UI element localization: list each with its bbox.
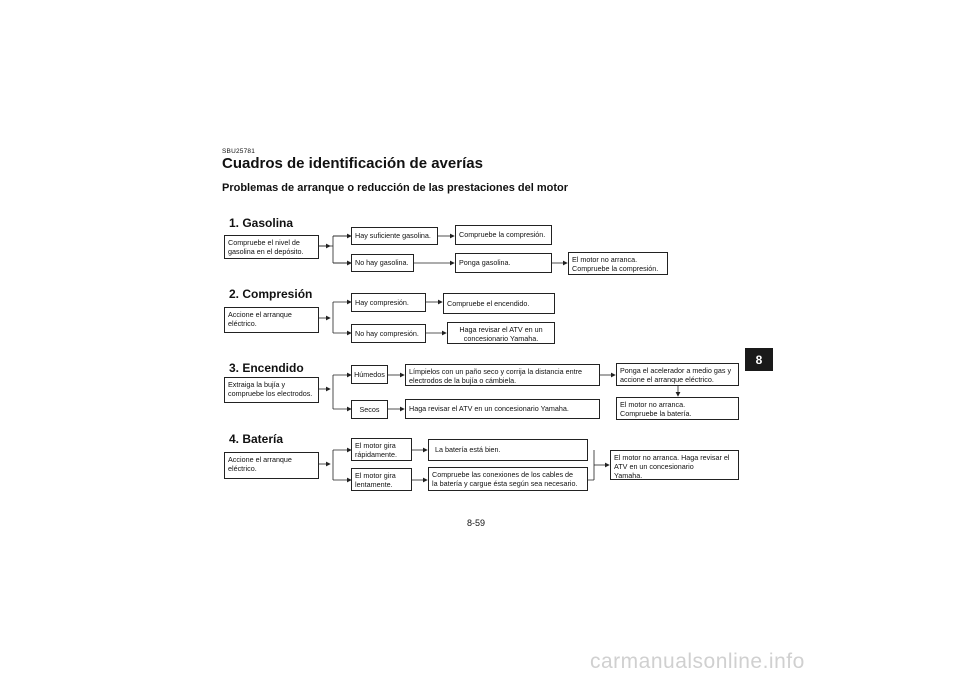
bateria-check-cables-box: Compruebe las conexiones de los cables de la batería y cargue ésta según sea necesario. bbox=[428, 467, 588, 491]
compresion-dealer-box: Haga revisar el ATV en un concesionario Yamaha. bbox=[447, 322, 555, 344]
bateria-dealer-box: El motor no arranca. Haga revisar el ATV en un concesionario Yamaha. bbox=[610, 450, 739, 480]
encendido-throttle-box: Ponga el acelerador a medio gas y accione el arranque eléctrico. bbox=[616, 363, 739, 386]
bateria-fast-box: El motor gira rápidamente. bbox=[351, 438, 412, 461]
encendido-wet-box: Húmedos bbox=[351, 365, 388, 384]
gasolina-no-start-box: El motor no arranca. Compruebe la compresión. bbox=[568, 252, 668, 275]
section-heading-compresion: 2. Compresión bbox=[229, 287, 313, 301]
gasolina-none-box: No hay gasolina. bbox=[351, 254, 414, 272]
compresion-no-box: No hay compresión. bbox=[351, 324, 426, 343]
document-code: SBU25781 bbox=[222, 148, 256, 155]
gasolina-start-box: Compruebe el nivel de gasolina en el depósito. bbox=[224, 235, 319, 259]
gasolina-check-compression-box: Compruebe la compresión. bbox=[455, 225, 552, 245]
section-heading-encendido: 3. Encendido bbox=[229, 361, 304, 375]
page-subtitle: Problemas de arranque o reducción de las prestaciones del motor bbox=[222, 182, 568, 194]
gasolina-fill-box: Ponga gasolina. bbox=[455, 253, 552, 273]
watermark: carmanualsonline.info bbox=[590, 650, 805, 673]
page-number: 8-59 bbox=[467, 518, 486, 528]
section-heading-gasolina: 1. Gasolina bbox=[229, 216, 294, 230]
chapter-tab: 8 bbox=[745, 348, 773, 371]
encendido-dry-box: Secos bbox=[351, 400, 388, 419]
section-heading-bateria: 4. Batería bbox=[229, 432, 284, 446]
bateria-slow-box: El motor gira lentamente. bbox=[351, 468, 412, 491]
page-title: Cuadros de identificación de averías bbox=[222, 155, 483, 172]
encendido-clean-box: Límpielos con un paño seco y corrija la distancia entre electrodos de la bujía o cámbiela. bbox=[405, 364, 600, 386]
compresion-yes-box: Hay compresión. bbox=[351, 293, 426, 312]
bateria-ok-box: La batería está bien. bbox=[428, 439, 588, 461]
encendido-dealer-box: Haga revisar el ATV en un concesionario Yamaha. bbox=[405, 399, 600, 419]
compresion-check-ignition-box: Compruebe el encendido. bbox=[443, 293, 555, 314]
encendido-check-battery-box: El motor no arranca. Compruebe la batería. bbox=[616, 397, 739, 420]
encendido-start-box: Extraiga la bujía y compruebe los electrodos. bbox=[224, 377, 319, 403]
compresion-start-box: Accione el arranque eléctrico. bbox=[224, 307, 319, 333]
gasolina-enough-box: Hay suficiente gasolina. bbox=[351, 227, 438, 245]
bateria-start-box: Accione el arranque eléctrico. bbox=[224, 452, 319, 479]
